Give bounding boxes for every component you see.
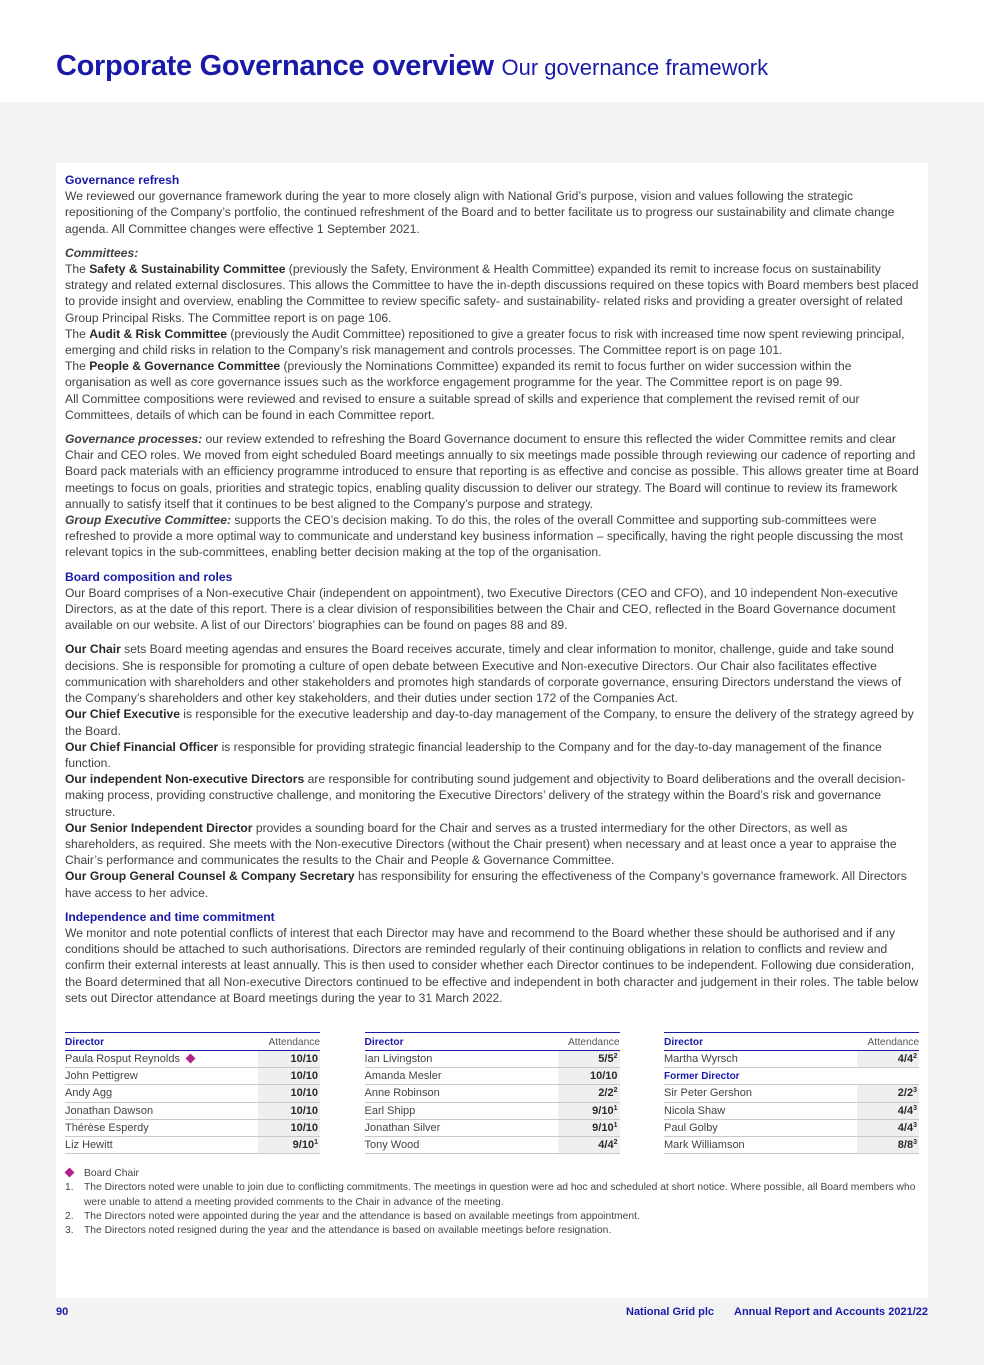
table-row — [65, 1051, 320, 1068]
content-panel — [56, 163, 928, 1298]
footnote-ref: 1 — [613, 1121, 618, 1129]
director-name: Ian Livingston — [365, 1051, 558, 1068]
attendance-value: $4/4^2$ — [558, 1136, 620, 1153]
attendance-value: $5/5^2$ — [558, 1051, 620, 1068]
attendance-value: 10/10 — [258, 1051, 320, 1068]
table-row — [664, 1102, 919, 1119]
director-name: John Pettigrew — [65, 1068, 258, 1085]
sid-para: Our Senior Independent Director provides a sounding board for the Chair and serves as a trusted intermediary for the other Directors, as well as shareholders, as required. She meets with the Non-executive Directors (without the Chair present) when necessary and at least once a year to appraise the Chair’s performance and communicates the results to the Chair and People & Governance Committee. — [65, 820, 897, 868]
attendance-value: $9/10^1$ — [558, 1102, 620, 1119]
footnote-3: 3. The Directors noted resigned during the year and the attendance is based on available meetings before resignation. — [65, 1225, 612, 1237]
former-director-label: Former Director — [664, 1068, 857, 1085]
independence-heading: Independence and time commitment — [65, 909, 275, 924]
ar-committee-name: Audit & Risk Committee — [89, 326, 227, 341]
table-row — [65, 1119, 320, 1136]
footnote-ref: 2 — [913, 1053, 917, 1061]
col-attendance: Attendance — [558, 1033, 620, 1051]
director-name: Tony Wood — [365, 1136, 558, 1153]
table-row — [664, 1136, 919, 1153]
director-name: Paul Golby — [664, 1119, 857, 1136]
attendance-tables — [65, 1032, 919, 1154]
table-row — [664, 1085, 919, 1102]
attendance-value: 10/10 — [258, 1102, 320, 1119]
attendance-value: 10/10 — [258, 1068, 320, 1085]
governance-processes-para: Governance processes: our review extended to refreshing the Board Governance document to ensure this reflected the wider Committee remits and clear Chair and CEO roles. We moved from eight scheduled Board meetings annually to six meetings made possible through reviewing our cadence of reporting and Board pack materials with an efficiency programme introduced to ensure that reporting is as effective and concise as possible. This allows greater time at Board meetings to focus on goals, priorities and strategic topics, enabling quality discussion to deliver our strategy. The Board will continue to review its framework annually to satisfy itself that it continues to be best aligned to the Company’s purpose and strategy. — [65, 432, 919, 511]
gc-para: Our Group General Counsel & Company Secretary has responsibility for ensuring the effectiveness of the Company’s governance framework. All Directors have access to her advice. — [65, 869, 907, 900]
footnote-chair: Board Chair — [65, 1167, 919, 1181]
pg-committee-para: The People & Governance Committee (previously the Nominations Committee) expanded its remit to focus further on wider succession within the organisation as well as core governance issues such as the workforce engagement programme for the year. The Committee report is on page 99. — [65, 359, 852, 390]
director-name: Amanda Mesler — [365, 1068, 558, 1085]
director-name: Martha Wyrsch — [664, 1051, 857, 1068]
director-name: Anne Robinson — [365, 1085, 558, 1102]
attendance-value: 10/10 — [558, 1068, 620, 1085]
director-name: Jonathan Dawson — [65, 1102, 258, 1119]
director-name: Earl Shipp — [365, 1102, 558, 1119]
footnote-ref: 3 — [913, 1104, 917, 1112]
ar-committee-para: The Audit & Risk Committee (previously the Audit Committee) repositioned to give a greater focus to risk with increased time now spent reviewing principal, emerging and child risks in relation to the Company’s risk management and controls processes. The Committee report is on page 101. — [65, 326, 905, 358]
attendance-value: $2/2^2$ — [558, 1085, 620, 1102]
footer-company: National Grid plc — [626, 1306, 715, 1318]
board-composition-heading: Board composition and roles — [65, 569, 233, 584]
ss-committee-para: The Safety & Sustainability Committee (previously the Safety, Environment & Health Committee) expanded its remit to increase focus on sustainability strategy and related external disclosures. This allows the Committee to have the in-depth discussions required on these topics with Board members best placed to provide insight and overview, enabling the Committee to review specific safety- and sustainability- related risks and providing a greater oversight of related Group Principal Risks. The Committee report is on page 106. — [65, 262, 919, 325]
title-sub: Our governance framework — [501, 55, 769, 80]
table-row — [65, 1102, 320, 1119]
former-director-subheader — [664, 1068, 919, 1085]
footnotes — [65, 1167, 919, 1238]
ned-para: Our independent Non-executive Directors are responsible for contributing sound judgement and objectivity to Board deliberations and the overall decision-making process, providing constructive challenge, and monitoring the Executive Directors’ delivery of the strategy within the Board’s risk and governance structure. — [65, 772, 906, 819]
page-header — [0, 0, 984, 102]
footnote-2: 2. The Directors noted were appointed during the year and the attendance is based on available meetings from appointment. — [65, 1210, 640, 1222]
attendance-value: 10/10 — [258, 1085, 320, 1102]
processes-label: Governance processes: — [65, 432, 203, 447]
attendance-table-1 — [65, 1032, 320, 1154]
attendance-table-2 — [365, 1032, 620, 1154]
attendance-value: $8/8^3$ — [857, 1136, 919, 1153]
governance-refresh-heading: Governance refresh — [65, 173, 180, 187]
all-committees-para: All Committee compositions were reviewed and revised to ensure a suitable spread of skills and experience that complement the revised remit of our Committees, details of which can be found in each Committee report. — [65, 391, 860, 422]
table-row — [365, 1051, 620, 1068]
page-title — [56, 48, 768, 86]
refresh-intro: We reviewed our governance framework during the year to more closely align with National Grid’s purpose, vision and values following the strategic repositioning of the Company’s portfolio, the continued refreshment of the Board and to better facilitate us to progress our sustainability and climate change agenda. All Committee changes were effective 1 September 2021. — [65, 189, 895, 236]
footnote-ref: 2 — [613, 1053, 618, 1061]
col-director: Director — [365, 1033, 558, 1051]
footnote-ref: 3 — [913, 1087, 917, 1095]
table-row — [365, 1119, 620, 1136]
footnote-ref: 3 — [913, 1139, 917, 1147]
chair-para: Our Chair sets Board meeting agendas and ensures the Board receives accurate, timely and clear information to monitor, challenge, guide and take sound decisions. She is responsible for promoting a culture of open debate between Executive and Non-executive Directors. Our Chair also facilitates effective communication with shareholders and other stakeholders and promotes high standards of corporate governance, ensuring Directors understand the views of the Company’s shareholders and other key stakeholders, and their duties under section 172 of the Companies Act. — [65, 642, 902, 706]
director-name: Andy Agg — [65, 1085, 258, 1102]
cfo-para: Our Chief Financial Officer is responsible for providing strategic financial leadership to the Company and for the day-to-day management of the finance function. — [65, 739, 882, 770]
ss-committee-name: Safety & Sustainability Committee — [89, 262, 286, 277]
gec-label: Group Executive Committee: — [65, 513, 231, 528]
title-main: Corporate Governance overview — [56, 50, 494, 82]
director-name: Mark Williamson — [664, 1136, 857, 1153]
col-attendance: Attendance — [857, 1033, 919, 1051]
composition-intro: Our Board comprises of a Non-executive Chair (independent on appointment), two Executive Directors (CEO and CFO), and 10 independent Non-executive Directors, as at the date of this report. There is a clear division of responsibilities between the Chair and CEO, reflected in the Board Governance document available on our website. A list of our Directors’ biographies can be found on pages 88 and 89. — [65, 585, 898, 633]
attendance-value: $9/10^1$ — [558, 1119, 620, 1136]
page-number: 90 — [56, 1306, 69, 1318]
gec-para: Group Executive Committee: supports the CEO’s decision making. To do this, the roles of the overall Committee and supporting sub-committees were refreshed to provide a more optimal way to communicate and understand key business information – specifically, having the right people discussing the most relevant topics in the sub-committees, enabling better decision making at the top of the organisation. — [65, 513, 904, 560]
table-row — [365, 1136, 620, 1153]
diamond-icon — [186, 1053, 196, 1063]
table-row — [365, 1068, 620, 1085]
director-name: Paula Rosput Reynolds — [65, 1051, 258, 1068]
footnote-1: 1. The Directors noted were unable to join due to conflicting commitments. The meetings in question were ad hoc and scheduled at short notice. Where possible, all Board members who were unable to attend a meeting provided comments to the Chair in advance of the meeting. — [65, 1182, 916, 1208]
attendance-value: $4/4^3$ — [857, 1119, 919, 1136]
attendance-value: $2/2^3$ — [857, 1085, 919, 1102]
table-row — [65, 1068, 320, 1085]
attendance-value: $4/4^2$ — [857, 1051, 919, 1068]
table-row — [365, 1102, 620, 1119]
attendance-value: 10/10 — [258, 1119, 320, 1136]
table-row — [664, 1051, 919, 1068]
table-row — [65, 1085, 320, 1102]
director-name: Thérèse Esperdy — [65, 1119, 258, 1136]
director-name: Jonathan Silver — [365, 1119, 558, 1136]
table-row — [664, 1119, 919, 1136]
director-name: Liz Hewitt — [65, 1136, 258, 1153]
attendance-value: $4/4^3$ — [857, 1102, 919, 1119]
footnote-ref: 3 — [913, 1121, 917, 1129]
footnote-ref: 1 — [314, 1139, 318, 1147]
table-row — [365, 1085, 620, 1102]
attendance-value: $9/10^1$ — [258, 1136, 320, 1153]
col-director: Director — [65, 1033, 258, 1051]
col-attendance: Attendance — [258, 1033, 320, 1051]
footer-report: Annual Report and Accounts 2021/22 — [734, 1306, 928, 1318]
director-name: Sir Peter Gershon — [664, 1085, 857, 1102]
footnote-ref: 1 — [613, 1104, 618, 1112]
footnote-ref: 2 — [613, 1087, 618, 1095]
ceo-para: Our Chief Executive is responsible for the executive leadership and day-to-day management of the Company, to ensure the delivery of the strategy agreed by the Board. — [65, 707, 914, 738]
diamond-icon — [65, 1167, 75, 1177]
footnote-ref: 2 — [613, 1139, 618, 1147]
table-row — [65, 1136, 320, 1153]
director-name: Nicola Shaw — [664, 1102, 857, 1119]
pg-committee-name: People & Governance Committee — [89, 359, 281, 374]
col-director: Director — [664, 1033, 857, 1051]
attendance-table-3 — [664, 1032, 919, 1154]
committees-label: Committees: — [65, 245, 139, 260]
independence-para: We monitor and note potential conflicts of interest that each Director may have and recommend to the Board whether these should be authorised and if any conditions should be attached to such authorisations. Directors are reminded regularly of their continuing obligations in relation to conflicts and review and confirm their external interests at least annually. This is then used to consider whether each Director continues to be independent. Following due consideration, the Board determined that all Non-executive Directors continued to be effective and independent in both character and judgement in their roles. The table below sets out Director attendance at Board meetings during the year to 31 March 2022. — [65, 925, 919, 1005]
